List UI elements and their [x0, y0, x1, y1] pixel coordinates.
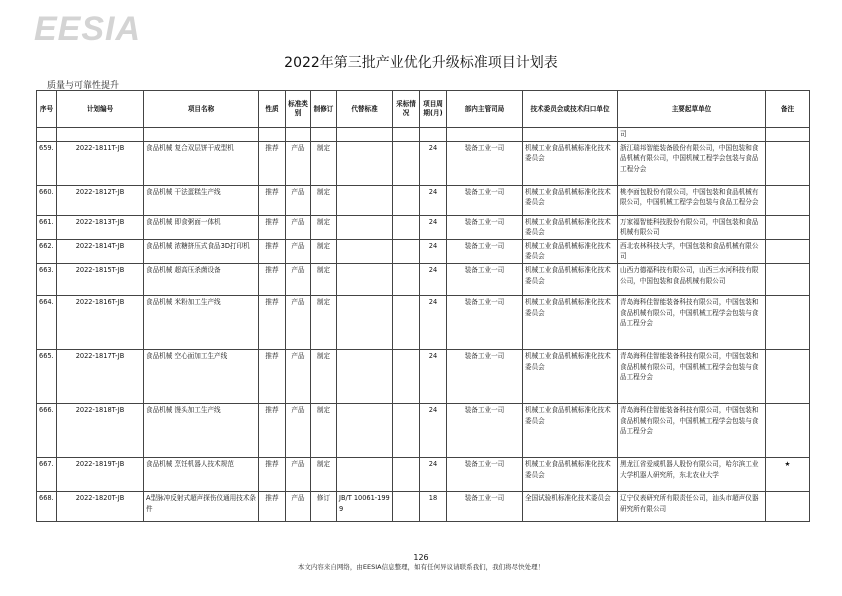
table-row — [37, 263, 810, 295]
cell-period: 24 — [420, 239, 447, 263]
cell-code: 2022-1820T-JB — [57, 491, 144, 521]
cell-remark — [766, 403, 810, 457]
cell-dept: 装备工业一司 — [447, 295, 523, 349]
cell-name: 食品机械 馒头加工生产线 — [144, 403, 259, 457]
cell-no: 662. — [37, 239, 57, 263]
cell-replaces — [337, 215, 393, 239]
cell-no: 667. — [37, 457, 57, 491]
cell-no: 668. — [37, 491, 57, 521]
cell-adoption — [393, 141, 420, 185]
cell-code: 2022-1813T-JB — [57, 215, 144, 239]
header-no: 序号 — [37, 91, 57, 128]
header-committee: 技术委员会或技术归口单位 — [523, 91, 618, 128]
cell-category: 产品 — [286, 215, 311, 239]
cell-revision: 制定 — [311, 457, 337, 491]
cell-category: 产品 — [286, 403, 311, 457]
cell-no: 660. — [37, 185, 57, 215]
cell-remark — [766, 349, 810, 403]
cell-period: 24 — [420, 349, 447, 403]
cell-revision: 制定 — [311, 239, 337, 263]
cell-replaces — [337, 185, 393, 215]
cell-code: 2022-1814T-JB — [57, 239, 144, 263]
cell-dept: 装备工业一司 — [447, 491, 523, 521]
section-label: 质量与可靠性提升 — [47, 81, 120, 91]
cell-dept: 装备工业一司 — [447, 141, 523, 185]
cell-no: 659. — [37, 141, 57, 185]
cell-revision: 制定 — [311, 215, 337, 239]
cell-category: 产品 — [286, 185, 311, 215]
cell-drafter: 浙江瑞邦智能装备股份有限公司，中国包装和食品机械有限公司，中国机械工程学会包装与食品工程分会 — [618, 141, 766, 185]
cell-code: 2022-1816T-JB — [57, 295, 144, 349]
cell-remark — [766, 239, 810, 263]
cell-remark: ★ — [766, 457, 810, 491]
cell-replaces — [337, 141, 393, 185]
cell-no: 665. — [37, 349, 57, 403]
cell-no: 666. — [37, 403, 57, 457]
cell-remark — [766, 141, 810, 185]
cell-nature: 推荐 — [259, 239, 286, 263]
cell-revision: 制定 — [311, 185, 337, 215]
cell-adoption — [393, 295, 420, 349]
cell-committee: 机械工业食品机械标准化技术委员会 — [523, 141, 618, 185]
table-row — [37, 403, 810, 457]
carry-over-drafter: 司 — [618, 128, 766, 142]
cell-remark — [766, 215, 810, 239]
cell-committee: 机械工业食品机械标准化技术委员会 — [523, 239, 618, 263]
cell-committee: 机械工业食品机械标准化技术委员会 — [523, 215, 618, 239]
cell-nature: 推荐 — [259, 263, 286, 295]
cell-name: 食品机械 超高压杀菌设备 — [144, 263, 259, 295]
header-drafter: 主要起草单位 — [618, 91, 766, 128]
cell-name: 食品机械 浓糖挤压式食品3D打印机 — [144, 239, 259, 263]
cell-nature: 推荐 — [259, 141, 286, 185]
table-row — [37, 185, 810, 215]
cell-category: 产品 — [286, 263, 311, 295]
cell-revision: 制定 — [311, 263, 337, 295]
cell-drafter: 辽宁仪表研究所有限责任公司，汕头市超声仪器研究所有限公司 — [618, 491, 766, 521]
header-period: 项目周期(月) — [420, 91, 447, 128]
page-title: 2022年第三批产业优化升级标准项目计划表 — [284, 55, 558, 71]
footer-note: 本文内容来自网络，由EESIA信息整理，如有任何异议请联系我们，我们将尽快处理！ — [297, 563, 545, 571]
cell-code: 2022-1811T-JB — [57, 141, 144, 185]
cell-committee: 机械工业食品机械标准化技术委员会 — [523, 185, 618, 215]
cell-drafter: 桃李面包股份有限公司，中国包装和食品机械有限公司，中国机械工程学会包装与食品工程分会 — [618, 185, 766, 215]
cell-name: 食品机械 烹饪机器人技术规范 — [144, 457, 259, 491]
table-row — [37, 349, 810, 403]
cell-committee: 机械工业食品机械标准化技术委员会 — [523, 349, 618, 403]
cell-nature: 推荐 — [259, 457, 286, 491]
header-revision: 制修订 — [311, 91, 337, 128]
cell-drafter: 山西力德福科技有限公司，山西三水河科技有限公司，中国包装和食品机械有限公司 — [618, 263, 766, 295]
cell-period: 24 — [420, 185, 447, 215]
cell-code: 2022-1818T-JB — [57, 403, 144, 457]
cell-drafter: 黑龙江省爱威机器人股份有限公司，哈尔滨工业大学机器人研究所，东北农业大学 — [618, 457, 766, 491]
cell-name: 食品机械 空心面加工生产线 — [144, 349, 259, 403]
cell-replaces — [337, 263, 393, 295]
header-nature: 性质 — [259, 91, 286, 128]
cell-category: 产品 — [286, 349, 311, 403]
header-replaces: 代替标准 — [337, 91, 393, 128]
cell-nature: 推荐 — [259, 403, 286, 457]
cell-no: 661. — [37, 215, 57, 239]
cell-name: 食品机械 米粉加工生产线 — [144, 295, 259, 349]
cell-period: 24 — [420, 457, 447, 491]
table-row — [37, 141, 810, 185]
table-header-row — [37, 91, 810, 128]
table-row — [37, 491, 810, 521]
cell-code: 2022-1819T-JB — [57, 457, 144, 491]
cell-adoption — [393, 215, 420, 239]
standards-plan-table — [36, 90, 810, 522]
cell-dept: 装备工业一司 — [447, 263, 523, 295]
cell-nature: 推荐 — [259, 349, 286, 403]
cell-adoption — [393, 349, 420, 403]
cell-remark — [766, 263, 810, 295]
cell-nature: 推荐 — [259, 295, 286, 349]
cell-adoption — [393, 185, 420, 215]
table-row — [37, 457, 810, 491]
cell-remark — [766, 295, 810, 349]
cell-adoption — [393, 239, 420, 263]
header-adoption: 采标情况 — [393, 91, 420, 128]
cell-drafter: 万家福智能科技股份有限公司，中国包装和食品机械有限公司 — [618, 215, 766, 239]
eesia-logo: EESIA — [34, 10, 142, 48]
cell-category: 产品 — [286, 295, 311, 349]
cell-period: 24 — [420, 141, 447, 185]
cell-dept: 装备工业一司 — [447, 239, 523, 263]
cell-nature: 推荐 — [259, 215, 286, 239]
cell-replaces — [337, 457, 393, 491]
header-code: 计划编号 — [57, 91, 144, 128]
cell-replaces — [337, 403, 393, 457]
cell-committee: 机械工业食品机械标准化技术委员会 — [523, 295, 618, 349]
cell-category: 产品 — [286, 457, 311, 491]
cell-replaces — [337, 295, 393, 349]
cell-remark — [766, 491, 810, 521]
cell-code: 2022-1812T-JB — [57, 185, 144, 215]
carry-over-row — [37, 128, 810, 142]
header-name: 项目名称 — [144, 91, 259, 128]
cell-revision: 制定 — [311, 403, 337, 457]
cell-dept: 装备工业一司 — [447, 185, 523, 215]
cell-nature: 推荐 — [259, 185, 286, 215]
cell-no: 663. — [37, 263, 57, 295]
cell-dept: 装备工业一司 — [447, 215, 523, 239]
cell-replaces — [337, 349, 393, 403]
cell-dept: 装备工业一司 — [447, 403, 523, 457]
header-remark: 备注 — [766, 91, 810, 128]
cell-category: 产品 — [286, 141, 311, 185]
cell-category: 产品 — [286, 239, 311, 263]
cell-revision: 修订 — [311, 491, 337, 521]
cell-period: 18 — [420, 491, 447, 521]
table-row — [37, 295, 810, 349]
cell-adoption — [393, 457, 420, 491]
cell-replaces — [337, 239, 393, 263]
cell-committee: 机械工业食品机械标准化技术委员会 — [523, 457, 618, 491]
cell-adoption — [393, 491, 420, 521]
header-category: 标准类别 — [286, 91, 311, 128]
cell-period: 24 — [420, 215, 447, 239]
cell-no: 664. — [37, 295, 57, 349]
cell-revision: 制定 — [311, 295, 337, 349]
cell-committee: 机械工业食品机械标准化技术委员会 — [523, 263, 618, 295]
cell-adoption — [393, 263, 420, 295]
cell-name: 食品机械 即食粥面一体机 — [144, 215, 259, 239]
cell-committee: 全国试验机标准化技术委员会 — [523, 491, 618, 521]
cell-code: 2022-1817T-JB — [57, 349, 144, 403]
page-number: 126 — [413, 553, 429, 562]
cell-drafter: 青岛海科佳智能装备科技有限公司，中国包装和食品机械有限公司，中国机械工程学会包装与食品工程分会 — [618, 295, 766, 349]
cell-name: 食品机械 干法蛋糕生产线 — [144, 185, 259, 215]
cell-adoption — [393, 403, 420, 457]
cell-committee: 机械工业食品机械标准化技术委员会 — [523, 403, 618, 457]
cell-period: 24 — [420, 263, 447, 295]
cell-drafter: 青岛海科佳智能装备科技有限公司，中国包装和食品机械有限公司，中国机械工程学会包装与食品工程分会 — [618, 403, 766, 457]
table-row — [37, 215, 810, 239]
header-dept: 部内主管司局 — [447, 91, 523, 128]
cell-name: A型脉冲反射式超声探伤仪通用技术条件 — [144, 491, 259, 521]
cell-nature: 推荐 — [259, 491, 286, 521]
cell-dept: 装备工业一司 — [447, 349, 523, 403]
table-row — [37, 239, 810, 263]
cell-drafter: 西北农林科技大学，中国包装和食品机械有限公司 — [618, 239, 766, 263]
cell-code: 2022-1815T-JB — [57, 263, 144, 295]
cell-replaces: JB/T 10061-1999 — [337, 491, 393, 521]
cell-drafter: 青岛海科佳智能装备科技有限公司，中国包装和食品机械有限公司，中国机械工程学会包装与食品工程分会 — [618, 349, 766, 403]
cell-name: 食品机械 复合双层饼干成型机 — [144, 141, 259, 185]
cell-revision: 制定 — [311, 349, 337, 403]
cell-period: 24 — [420, 403, 447, 457]
cell-remark — [766, 185, 810, 215]
cell-dept: 装备工业一司 — [447, 457, 523, 491]
cell-revision: 制定 — [311, 141, 337, 185]
cell-category: 产品 — [286, 491, 311, 521]
cell-period: 24 — [420, 295, 447, 349]
